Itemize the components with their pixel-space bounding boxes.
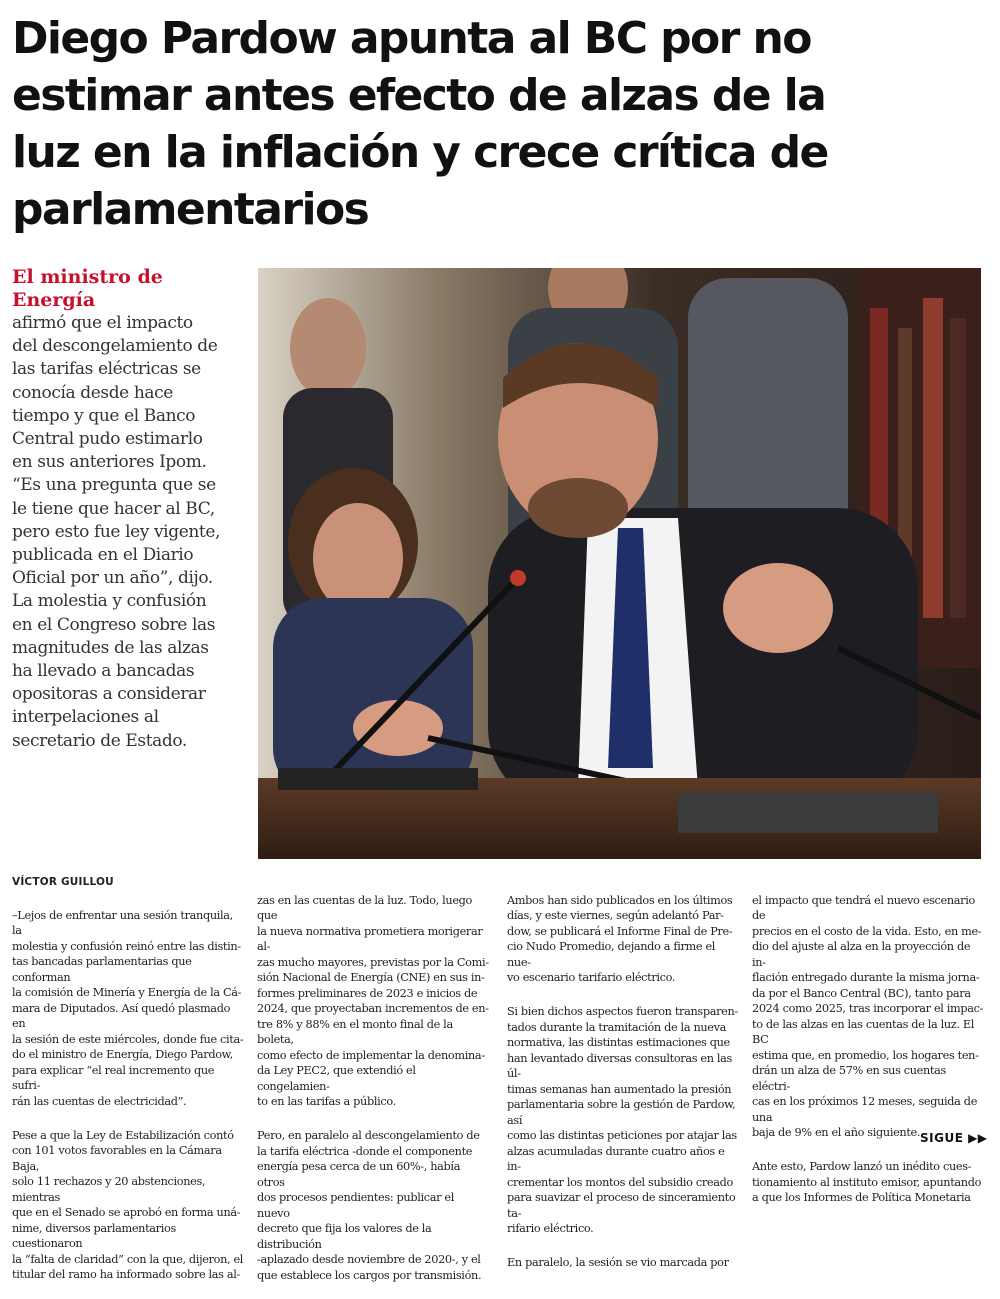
article-column-3 <box>507 877 739 1286</box>
continue-link[interactable]: SIGUE ▶▶ <box>920 1131 988 1145</box>
lead-kicker: El ministro de Energía <box>12 266 163 311</box>
paragraph: Pese a que la Ley de Estabilización contó con 101 votos favorables en la Cámara Baja, solo 11 rechazos y 20 abstenciones, mientras que en el Senado se aprobó en forma uná- nime, diversos parlamentarios cuestionaron la “falta de claridad” con la que, dijeron, el titular del ramo ha informado sobre las al- <box>12 1128 244 1281</box>
paragraph: –Lejos de enfrentar una sesión tranquila, la molestia y confusión reinó entre las distin- tas bancadas parlamentarias que conforman la comisión de Minería y Energía de la Cá- mara de Diputados. Así quedó plasmado en la sesión de este miércoles, donde fue cita- do el ministro de Energía, Diego Pardow, para explicar “el real incremento que sufri- rán las cuentas de electricidad”. <box>12 908 244 1108</box>
news-photo <box>258 268 981 859</box>
paragraph: Ante esto, Pardow lanzó un inédito cues- tionamiento al instituto emisor, apuntando a que los Informes de Política Monetaria <box>752 1160 982 1204</box>
paragraph: Ambos han sido publicados en los últimos días, y este viernes, según adelantó Par- dow, se publicará el Informe Final de Pre- cio Nudo Promedio, dejando a firme el nue- vo escenario tarifario eléctrico. <box>507 893 733 984</box>
paragraph: el impacto que tendrá el nuevo escenario de precios en el costo de la vida. Esto, en me- dio del ajuste al alza en la proyección de in- flación entregado durante la misma jorna- da por el Banco Central (BC), tanto para 2024 como 2025, tras incorporar el impac- to de las alzas en las cuentas de la luz. El BC estima que, en promedio, los hogares ten- drán un alza de 57% en sus cuentas eléctri- cas en los próximos 12 meses, seguida de una baja de 9% en el año siguiente. <box>752 893 984 1139</box>
photo-illustration <box>258 268 981 859</box>
article-column-4 <box>752 877 984 1221</box>
article-column-1 <box>12 892 244 1298</box>
lead-text: afirmó que el impacto del descongelamiento de las tarifas eléctricas se conocía desde hace tiempo y que el Banco Central pudo estimarlo en sus anteriores Ipom. “Es una pregunta que se le tiene que hacer al BC, pero esto fue ley vigente, publicada en el Diario Oficial por un año”, dijo. La molestia y confusión en el Congreso sobre las magnitudes de las alzas ha llevado a bancadas opositoras a considerar interpelaciones al secretario de Estado. <box>12 313 221 751</box>
article-column-2 <box>257 877 489 1299</box>
headline: Diego Pardow apunta al BC por no estimar antes efecto de alzas de la luz en la inflación y crece crítica de parlamentarios <box>12 13 828 235</box>
lead-block <box>12 266 252 753</box>
paragraph: En paralelo, la sesión se vio marcada por <box>507 1256 729 1269</box>
paragraph: Pero, en paralelo al descongelamiento de la tarifa eléctrica -donde el componente energía pesa cerca de un 60%-, había otros dos procesos pendientes: publicar el nuevo decreto que fija los valores de la distribución -aplazado desde noviembre de 2020-, y el que establece los cargos por transmisión. <box>257 1129 482 1282</box>
paragraph: zas en las cuentas de la luz. Todo, luego que la nueva normativa prometiera morigerar al- zas mucho mayores, previstas por la Comi- sión Nacional de Energía (CNE) en sus in- formes preliminares de 2023 e inicios de 2024, que proyectaban incrementos de en- tre 8% y 88% en el monto final de la boleta, como efecto de implementar la denomina- da Ley PEC2, que extendió el congelamien- to en las tarifas a público. <box>257 893 489 1108</box>
byline: VÍCTOR GUILLOU <box>12 876 114 888</box>
paragraph: Si bien dichos aspectos fueron transparen- tados durante la tramitación de la nueva normativa, las distintas estimaciones que han levantado diversas consultoras en las úl- timas semanas han aumentado la presión parlamentaria sobre la gestión de Pardow, así como las distintas peticiones por atajar las alzas acumuladas durante cuatro años e in- crementar los montos del subsidio creado para suavizar el proceso de sinceramiento ta- rifario eléctrico. <box>507 1005 738 1235</box>
